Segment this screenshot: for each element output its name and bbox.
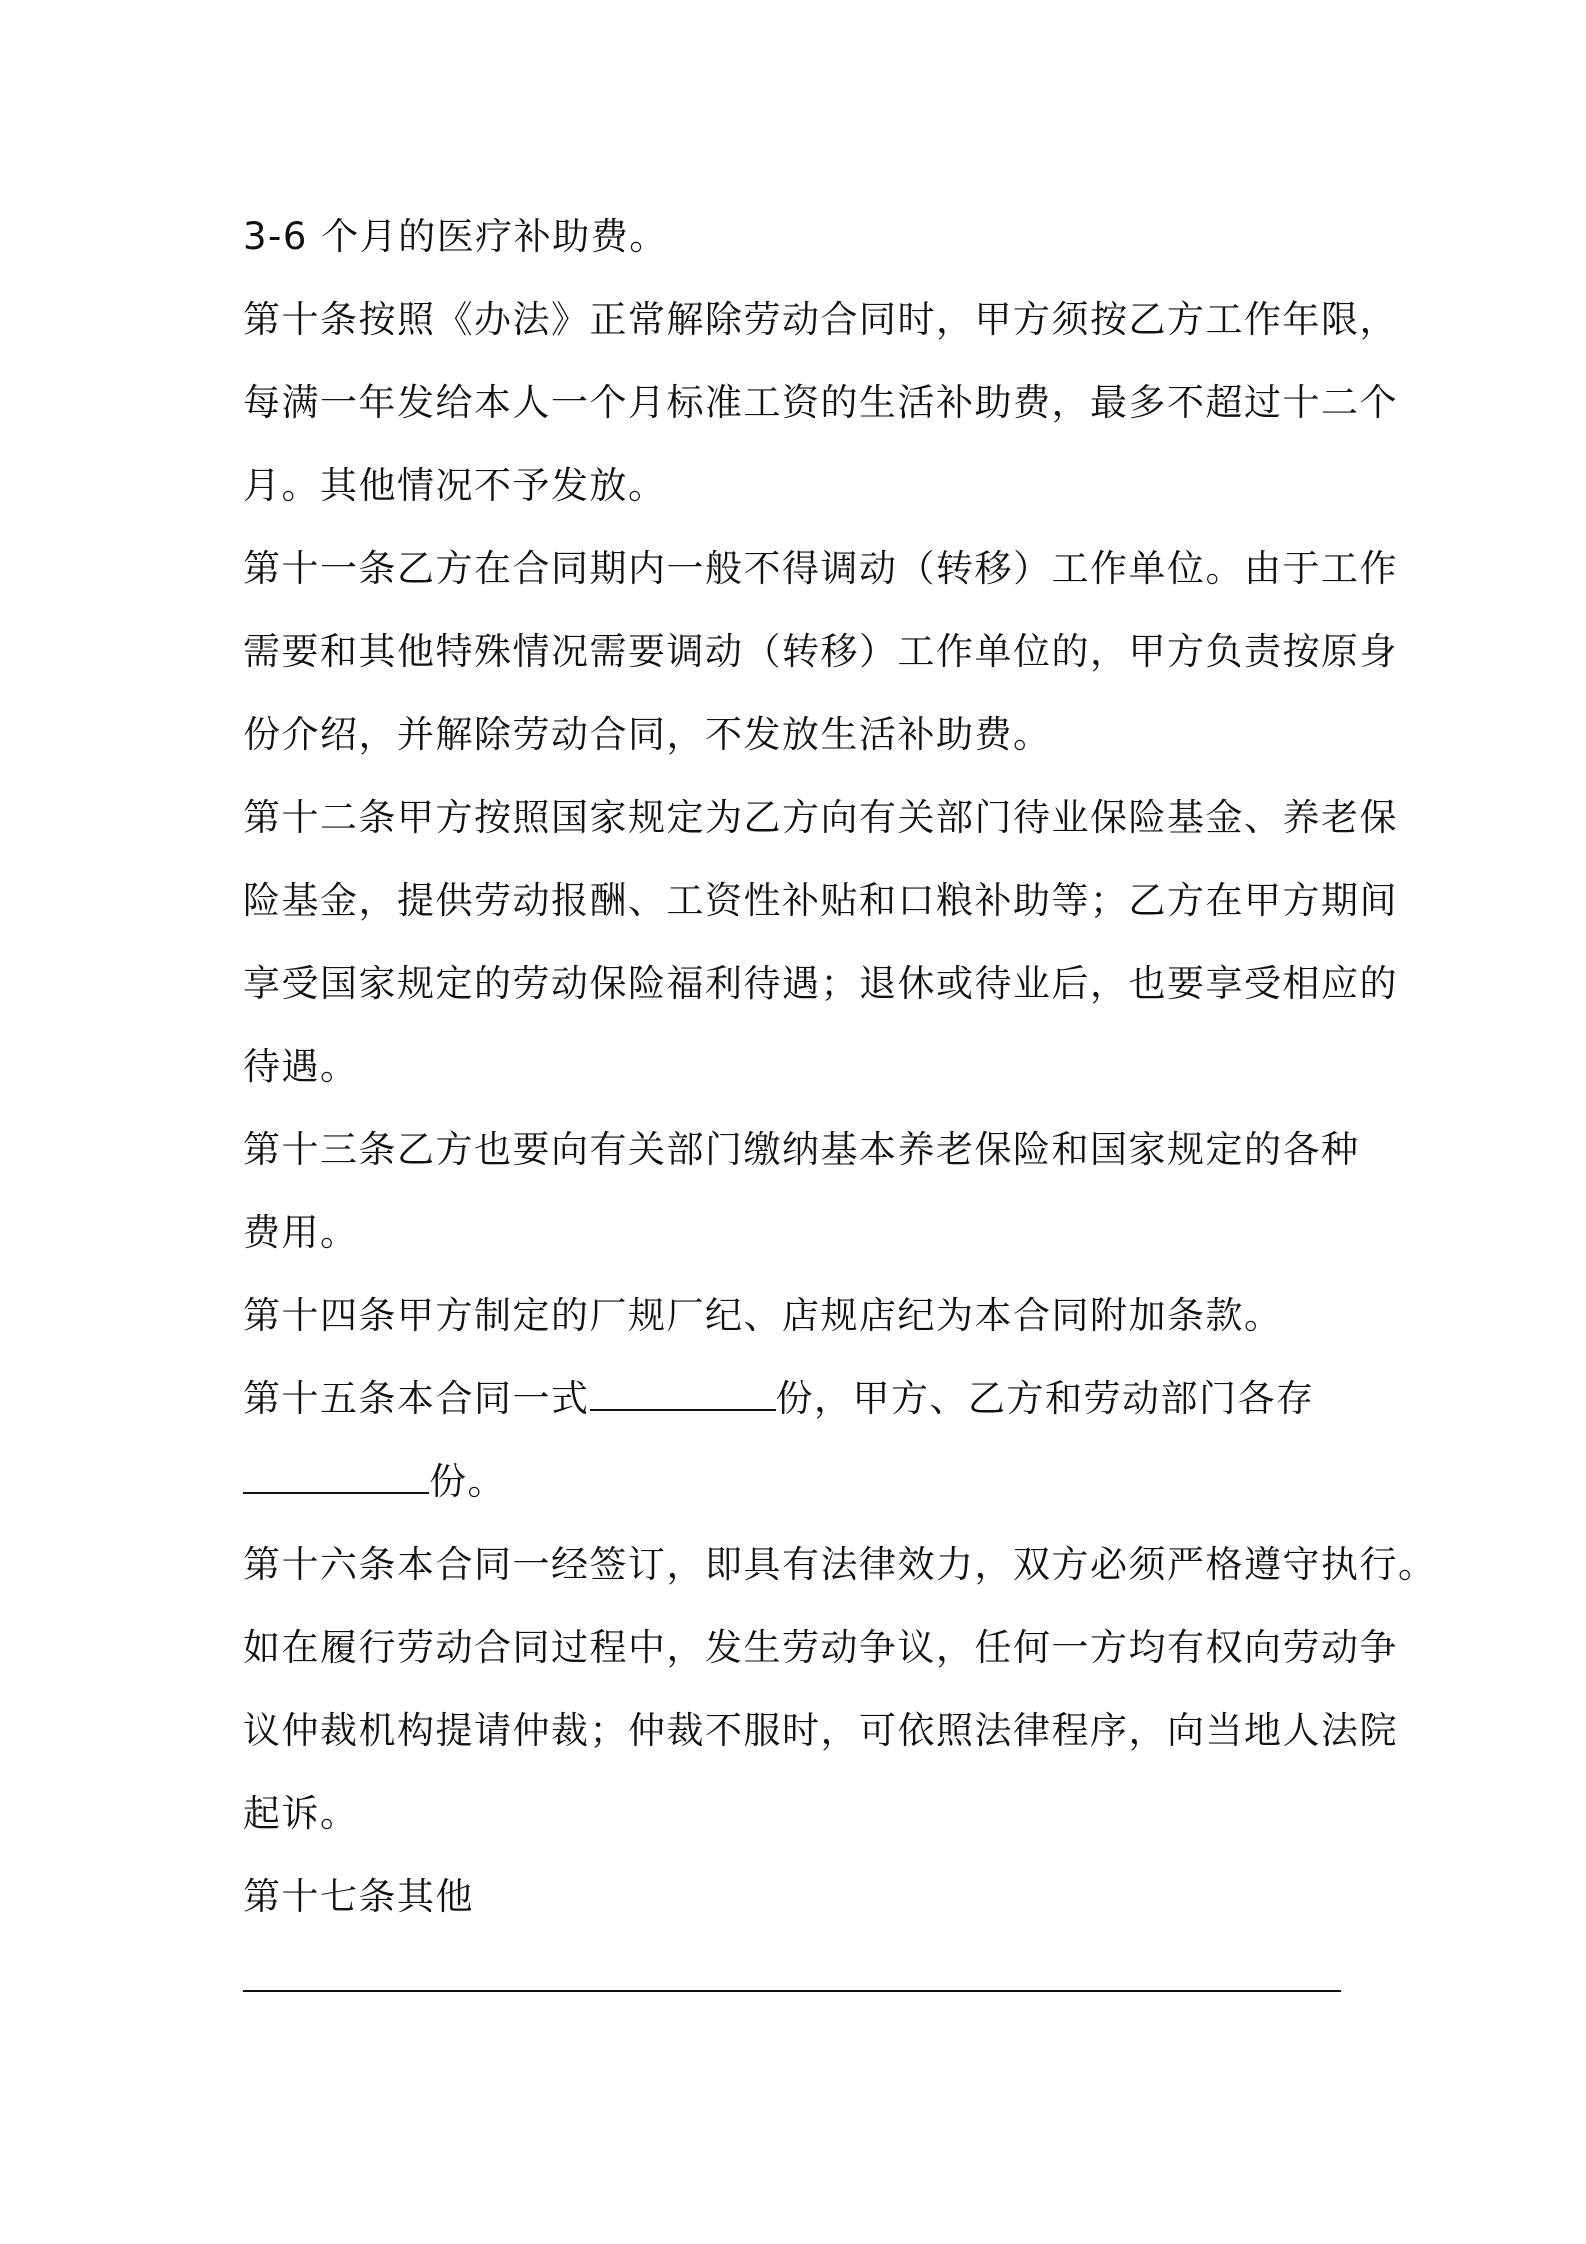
text-line: 第十一条乙方在合同期内一般不得调动（转移）工作单位。由于工作: [243, 547, 1398, 590]
text-line: 待遇。: [243, 1045, 359, 1088]
contract-text: [243, 195, 1437, 2021]
text-line: 第十四条甲方制定的厂规厂纪、店规店纪为本合同附加条款。: [243, 1294, 1283, 1337]
article-15-line-2: [243, 1440, 1353, 1523]
article-15-text: 份。: [429, 1460, 506, 1503]
text-line: 费用。: [243, 1211, 359, 1254]
text-line: 3-6 个月的医疗补助费。: [243, 215, 668, 258]
text-line: 第十条按照《办法》正常解除劳动合同时，甲方须按乙方工作年限，: [243, 298, 1398, 341]
text-line: 每满一年发给本人一个月标准工资的生活补助费，最多不超过十二个: [243, 381, 1398, 424]
article-15-text: 份，甲方、乙方和劳动部门各存: [775, 1377, 1315, 1420]
text-line: 第十七条其他: [243, 1875, 474, 1918]
text-line: 如在履行劳动合同过程中，发生劳动争议，任何一方均有权向劳动争: [243, 1626, 1398, 1669]
text-line: 第十三条乙方也要向有关部门缴纳基本养老保险和国家规定的各种: [243, 1128, 1360, 1171]
text-line: 第十六条本合同一经签订，即具有法律效力，双方必须严格遵守执行。: [243, 1543, 1437, 1586]
text-line: 险基金，提供劳动报酬、工资性补贴和口粮补助等；乙方在甲方期间: [243, 879, 1398, 922]
text-line: 需要和其他特殊情况需要调动（转移）工作单位的，甲方负责按原身: [243, 630, 1398, 673]
copies-each-blank[interactable]: [243, 1462, 429, 1494]
article-15-line-1: [243, 1357, 1353, 1440]
copies-total-blank[interactable]: [590, 1379, 776, 1411]
other-terms-line: [243, 1938, 1353, 2021]
other-terms-blank[interactable]: [243, 1960, 1341, 1992]
text-line: 议仲裁机构提请仲裁；仲裁不服时，可依照法律程序，向当地人法院: [243, 1709, 1398, 1752]
text-line: 份介绍，并解除劳动合同，不发放生活补助费。: [243, 713, 1052, 756]
text-line: 月。其他情况不予发放。: [243, 464, 667, 507]
text-line: 享受国家规定的劳动保险福利待遇；退休或待业后，也要享受相应的: [243, 962, 1398, 1005]
text-line: 起诉。: [243, 1792, 359, 1835]
text-line: 第十二条甲方按照国家规定为乙方向有关部门待业保险基金、养老保: [243, 796, 1398, 839]
article-15-text: 第十五条本合同一式: [243, 1377, 590, 1420]
